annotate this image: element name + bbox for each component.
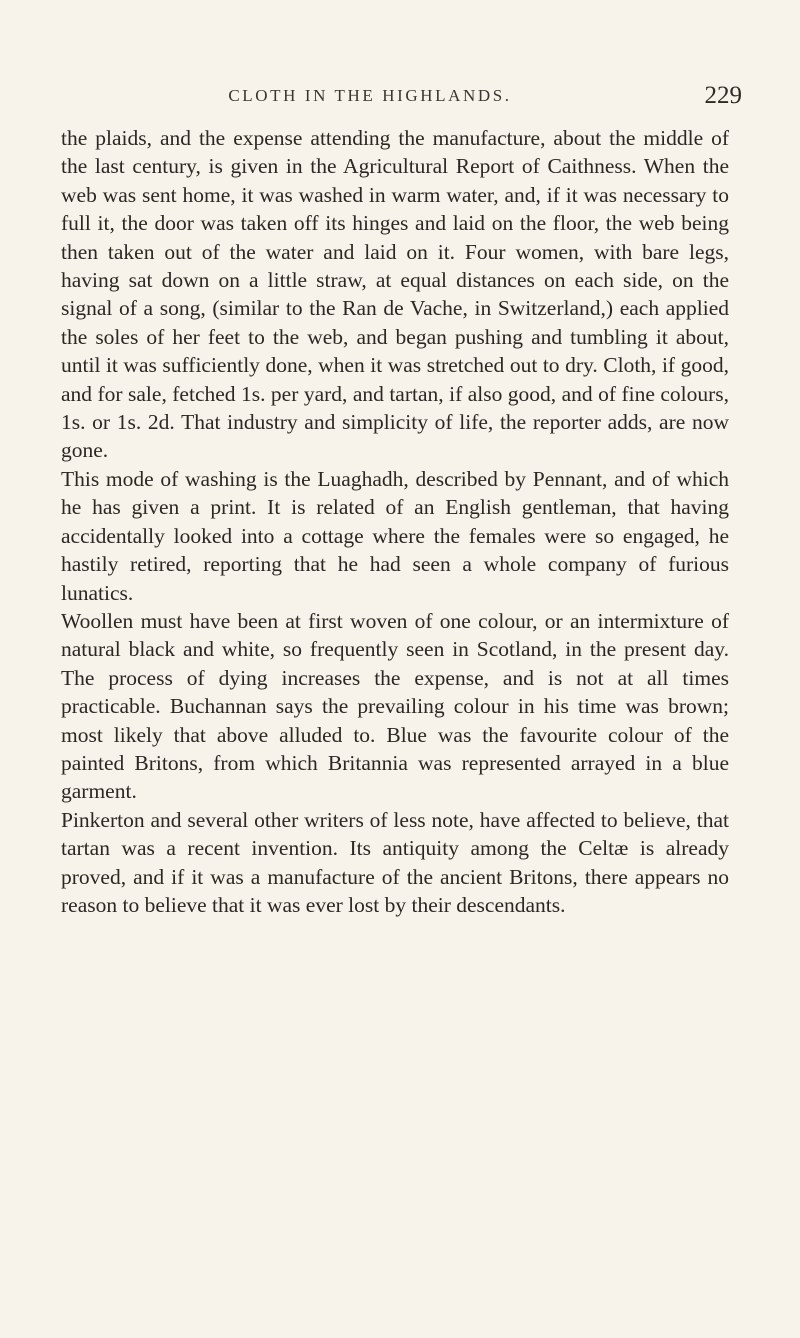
running-head — [0, 82, 800, 112]
page-number: 229 — [704, 82, 742, 109]
running-title: CLOTH IN THE HIGHLANDS. — [228, 86, 512, 105]
paragraph-4: Pinkerton and several other writers of less note, have affected to believe, that tartan was a recent invention. Its antiquity among the Celtæ is already proved, and if it was a manufacture of the ancient Britons, there appears no reason to believe that it was ever lost by their descendants. — [61, 807, 729, 917]
paragraph-3: Woollen must have been at first woven of one colour, or an intermixture of natural black and white, so frequently seen in Scotland, in the present day. The process of dying increases the expense, and is not at all times practicable. Buchannan says the prevailing colour in his time was brown; most likely that above alluded to. Blue was the favourite colour of the painted Britons, from which Britannia was represented arrayed in a blue garment. — [61, 608, 729, 804]
paragraph-2: This mode of washing is the Luaghadh, described by Pennant, and of which he has given a print. It is related of an English gentleman, that having accidentally looked into a cottage where the females were so engaged, he hastily retired, reporting that he had seen a whole company of furious lunatics. — [61, 466, 729, 605]
paragraph-1: the plaids, and the expense attending the manufacture, about the middle of the last century, is given in the Agricultural Report of Caithness. When the web was sent home, it was washed in warm water, and, if it was necessary to full it, the door was taken off its hinges and laid on the floor, the web being then taken out of the water and laid on it. Four women, with bare legs, having sat down on a little straw, at equal distances on each side, on the signal of a song, (similar to the Ran de Vache, in Switzerland,) each applied the soles of her feet to the web, and began pushing and tumbling it about, until it was sufficiently done, when it was stretched out to dry. Cloth, if good, and for sale, fetched 1s. per yard, and tartan, if also good, and of fine colours, 1s. or 1s. 2d. That industry and simplicity of life, the reporter adds, are now gone. — [61, 126, 729, 463]
body-text — [61, 124, 729, 919]
